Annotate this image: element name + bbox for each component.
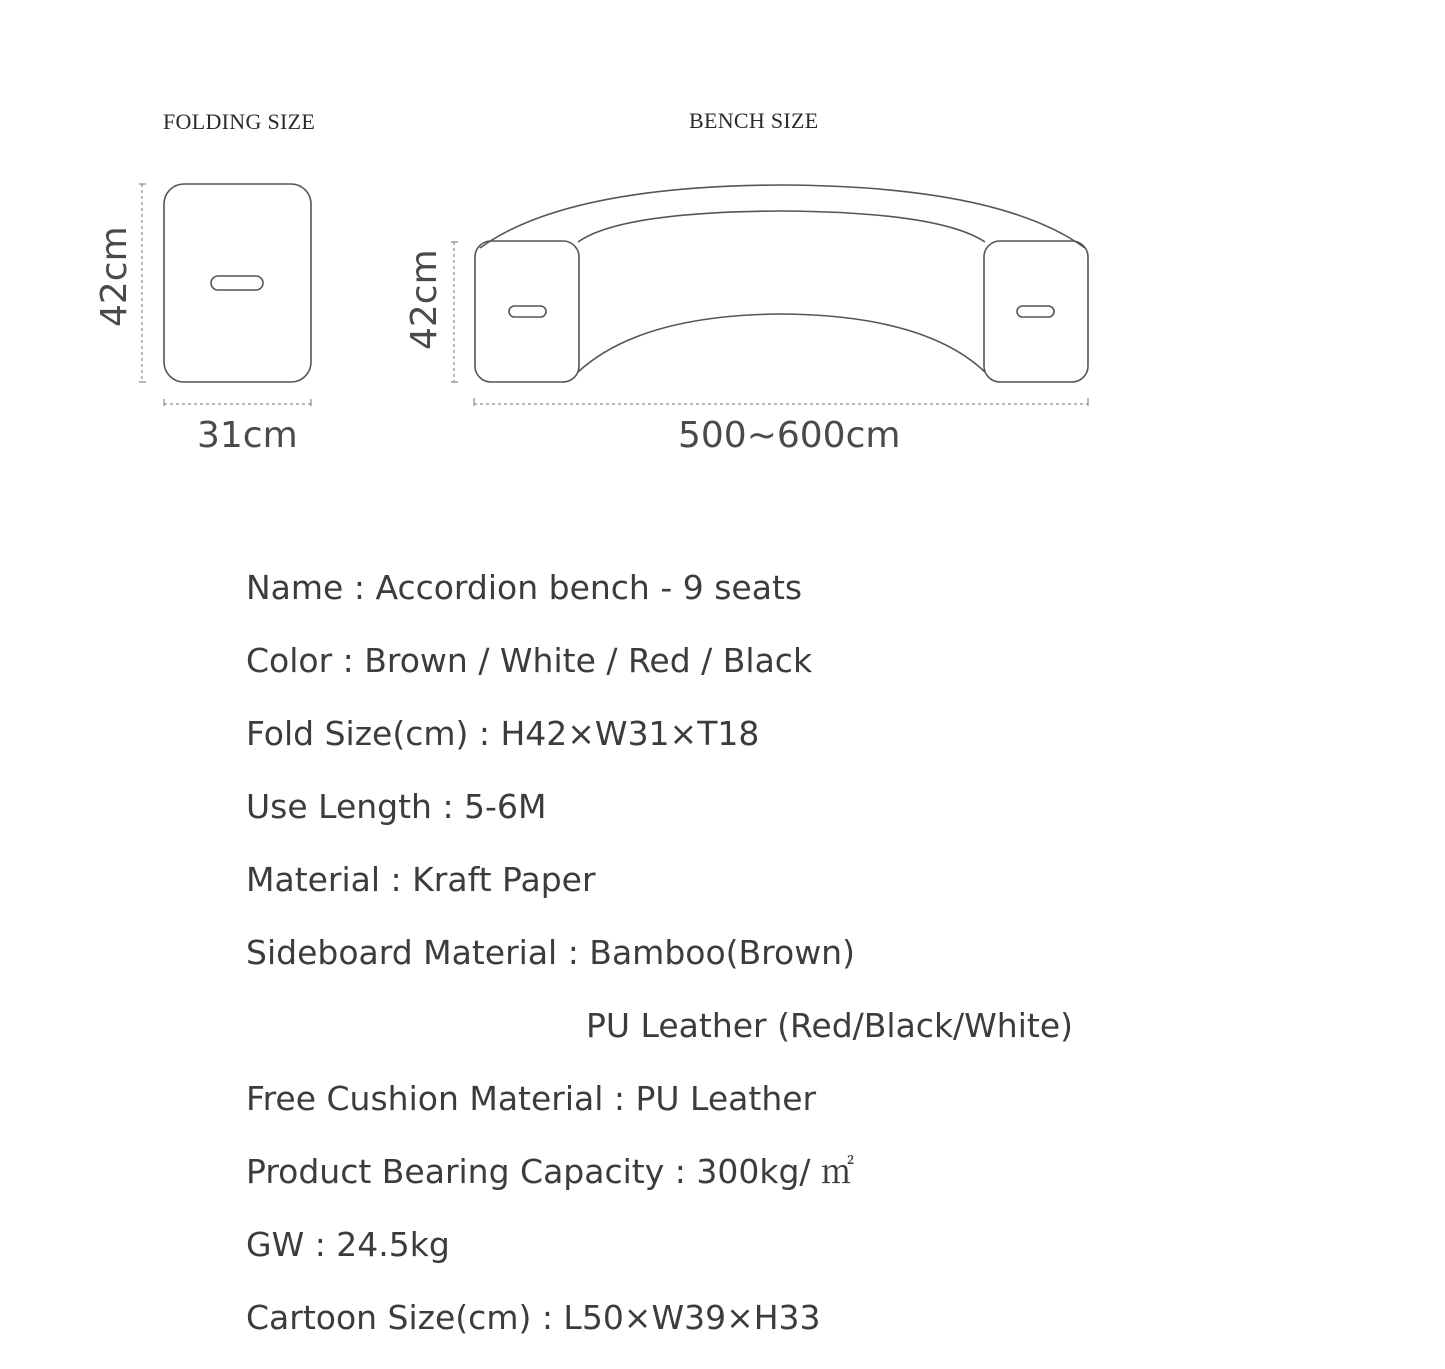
- spec-fold-size: Fold Size(cm) : H42×W31×T18: [246, 714, 760, 753]
- folding-size-heading: FOLDING SIZE: [163, 109, 316, 134]
- folded-bench-outline: [164, 184, 311, 382]
- spec-sideboard-material-alt: PU Leather (Red/Black/White): [586, 1006, 1074, 1045]
- fold-height-label: 42cm: [94, 226, 135, 327]
- spec-sideboard-material: Sideboard Material : Bamboo(Brown): [246, 933, 855, 972]
- bench-height-label: 42cm: [404, 249, 445, 350]
- spec-list: [246, 566, 1246, 1369]
- fold-dimension-lines: [142, 184, 311, 404]
- folded-handle-slot: [211, 276, 263, 290]
- spec-use-length: Use Length : 5-6M: [246, 787, 547, 826]
- spec-cushion-material: Free Cushion Material : PU Leather: [246, 1079, 817, 1118]
- spec-gross-weight: GW : 24.5kg: [246, 1225, 450, 1264]
- bench-size-heading: BENCH SIZE: [689, 108, 819, 133]
- extended-bench-outline: [475, 185, 1088, 382]
- spec-bearing-capacity: Product Bearing Capacity : 300kg/ ㎡: [246, 1152, 855, 1191]
- spec-material: Material : Kraft Paper: [246, 860, 596, 899]
- spec-name: Name : Accordion bench - 9 seats: [246, 568, 803, 607]
- spec-color: Color : Brown / White / Red / Black: [246, 641, 813, 680]
- bench-length-label: 500~600cm: [678, 415, 901, 456]
- fold-width-label: 31cm: [197, 415, 298, 456]
- spec-carton-size: Cartoon Size(cm) : L50×W39×H33: [246, 1298, 821, 1337]
